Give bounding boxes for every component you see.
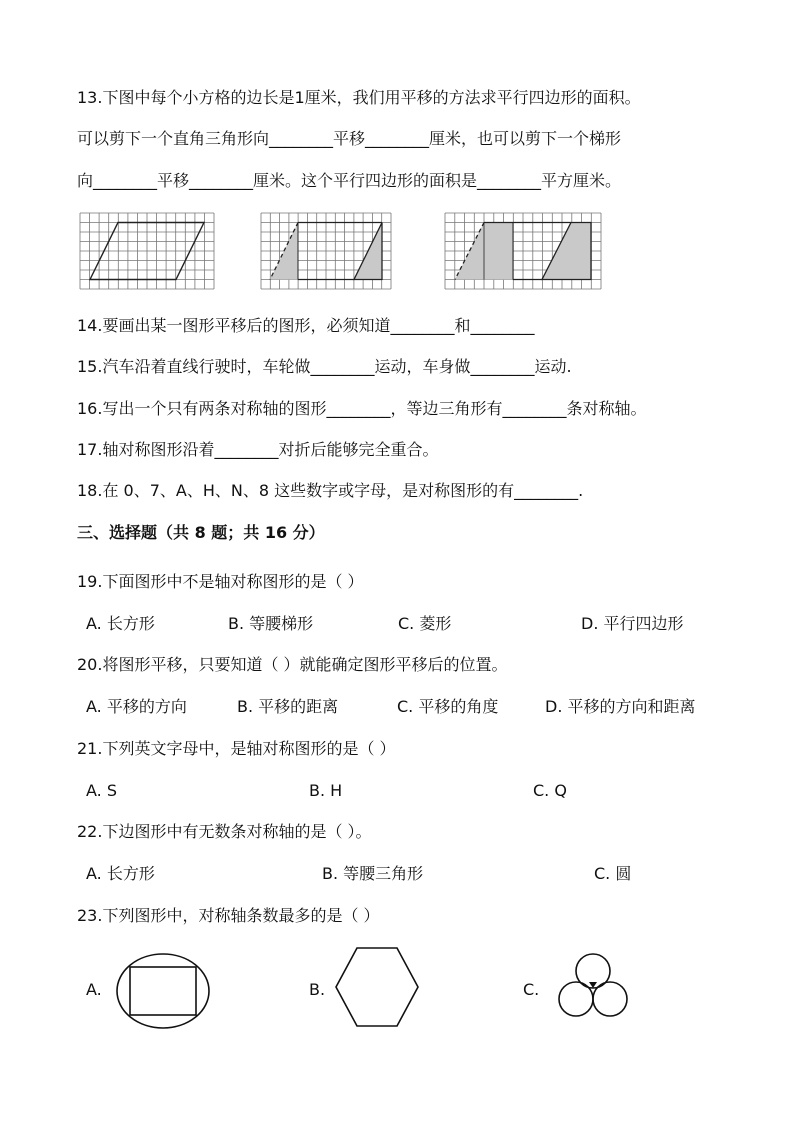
q20-option-b[interactable]: B. 平移的距离 (237, 697, 339, 716)
q23-stem: 23.下列图形中，对称轴条数最多的是（ ） (77, 906, 380, 925)
q20-option-a[interactable]: A. 平移的方向 (86, 697, 187, 716)
q20-option-d[interactable]: D. 平移的方向和距离 (545, 697, 696, 716)
q22-option-c[interactable]: C. 圆 (594, 864, 632, 883)
circle-with-square-figure (115, 952, 211, 1030)
q13-line-2: 可以剪下一个直角三角形向________平移________厘米，也可以剪下一个梯形 (77, 129, 622, 148)
grid-figure-triangle-shift (260, 212, 392, 290)
q15-text: 15.汽车沿着直线行驶时，车轮做________运动，车身做________运动. (77, 357, 572, 376)
q16-text: 16.写出一个只有两条对称轴的图形________，等边三角形有________条对称轴。 (77, 399, 647, 418)
hexagon-figure (334, 946, 420, 1028)
q18-text: 18.在 0、7、A、H、N、8 这些数字或字母，是对称图形的有________. (77, 481, 584, 500)
q13-line-3: 向________平移________厘米。这个平行四边形的面积是________平方厘米。 (77, 171, 622, 190)
q23-option-a[interactable]: A. (86, 980, 102, 999)
q22-option-a[interactable]: A. 长方形 (86, 864, 155, 883)
three-circles-figure (552, 951, 634, 1019)
q13-line-1: 13.下图中每个小方格的边长是1厘米，我们用平移的方法求平行四边形的面积。 (77, 88, 641, 107)
q22-option-b[interactable]: B. 等腰三角形 (322, 864, 424, 883)
q14-text: 14.要画出某一图形平移后的图形，必须知道________和________ (77, 316, 535, 335)
q19-option-c[interactable]: C. 菱形 (398, 614, 452, 633)
grid-figure-trapezoid-shift (444, 212, 602, 290)
grid-figure-parallelogram (79, 212, 215, 290)
q21-option-a[interactable]: A. S (86, 781, 117, 800)
q23-option-c[interactable]: C. (523, 980, 540, 999)
q20-option-c[interactable]: C. 平移的角度 (397, 697, 499, 716)
q19-stem: 19.下面图形中不是轴对称图形的是（ ） (77, 572, 364, 591)
q21-option-c[interactable]: C. Q (533, 781, 567, 800)
q19-option-d[interactable]: D. 平行四边形 (581, 614, 684, 633)
q19-option-a[interactable]: A. 长方形 (86, 614, 155, 633)
section-heading-choice: 三、选择题（共 8 题；共 16 分） (77, 523, 325, 542)
q19-option-b[interactable]: B. 等腰梯形 (228, 614, 314, 633)
q23-option-b[interactable]: B. (309, 980, 326, 999)
q17-text: 17.轴对称图形沿着________对折后能够完全重合。 (77, 440, 439, 459)
q21-stem: 21.下列英文字母中，是轴对称图形的是（ ） (77, 739, 396, 758)
q22-stem: 22.下边图形中有无数条对称轴的是（ ）。 (77, 822, 372, 841)
q20-stem: 20.将图形平移，只要知道（ ）就能确定图形平移后的位置。 (77, 655, 508, 674)
q21-option-b[interactable]: B. H (309, 781, 343, 800)
